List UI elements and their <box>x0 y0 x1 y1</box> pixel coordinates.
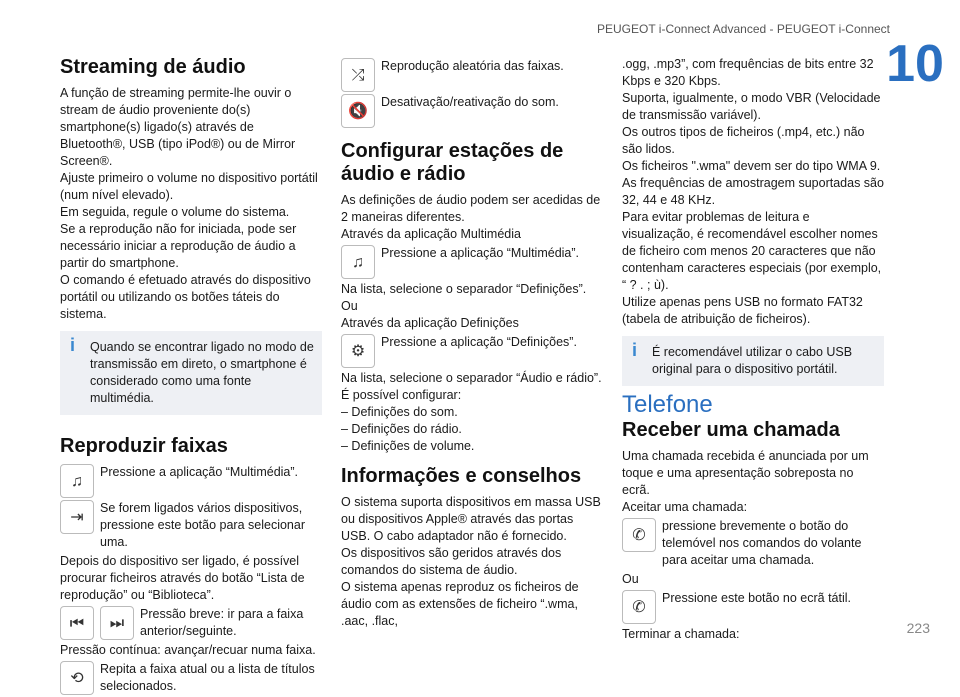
paragraph: Através da aplicação Multimédia <box>341 227 521 241</box>
paragraph: Uma chamada recebida é anunciada por um toque e uma apresentação sobreposta no ecrã. <box>622 449 869 497</box>
icon-text: pressione brevemente o botão do telemóvel nos comandos do volante para aceitar uma chamada. <box>662 519 862 567</box>
paragraph: Para evitar problemas de leitura e visualização, é recomendável escolher nomes de ficheiro com menos 20 caracteres que não contenham caracteres especiais (por exemplo, “ ? . ; ù). <box>622 210 882 292</box>
paragraph: Suporta, igualmente, o modo VBR (Velocidade de transmissão variável). <box>622 91 881 122</box>
paragraph: É possível configurar: <box>341 388 462 402</box>
icon-text: Pressione a aplicação “Multimédia”. <box>100 465 299 479</box>
page-header: PEUGEOT i-Connect Advanced - PEUGEOT i-Connect <box>596 22 890 36</box>
heading-play: Reproduzir faixas <box>60 435 228 457</box>
paragraph: A função de streaming permite-lhe ouvir o stream de áudio proveniente do(s) smartphone(s) ligado(s) através de Bluetooth®, USB (tipo iPod®) ou de Mirror Screen®. <box>60 86 296 168</box>
shuffle-icon: ⤮ <box>341 58 375 92</box>
list-item: – Definições de volume. <box>341 439 475 453</box>
column-2 <box>341 56 603 630</box>
next-track-icon: ⏭ <box>100 606 134 640</box>
paragraph: Ajuste primeiro o volume no dispositivo portátil (num nível elevado). <box>60 171 318 202</box>
info-text: Quando se encontrar ligado no modo de transmissão em direto, o smartphone é considerado como uma fonte multimédia. <box>90 340 314 405</box>
phone-answer-icon: ✆ <box>622 590 656 624</box>
page-number: 223 <box>906 620 930 636</box>
paragraph: Na lista, selecione o separador “Áudio e rádio”. <box>341 371 602 385</box>
paragraph: Os ficheiros ".wma" devem ser do tipo WMA 9. <box>622 159 881 173</box>
mute-icon: 🔇 <box>341 94 375 128</box>
phone-icon: ✆ <box>622 518 656 552</box>
music-note-icon: ♫ <box>341 245 375 279</box>
icon-text: Reprodução aleatória das faixas. <box>381 59 564 73</box>
paragraph: Terminar a chamada: <box>622 627 740 641</box>
paragraph: Através da aplicação Definições <box>341 316 519 330</box>
list-item: – Definições do som. <box>341 405 458 419</box>
info-icon: i <box>632 340 638 360</box>
icon-text: Se forem ligados vários dispositivos, pressione este botão para selecionar uma. <box>100 501 305 549</box>
paragraph: Aceitar uma chamada: <box>622 500 748 514</box>
paragraph: Ou <box>622 572 639 586</box>
paragraph: Ou <box>341 299 358 313</box>
column-3 <box>622 56 884 643</box>
heading-streaming: Streaming de áudio <box>60 56 246 78</box>
heading-call: Receber uma chamada <box>622 419 840 441</box>
paragraph: As frequências de amostragem suportadas são 32, 44 e 48 KHz. <box>622 176 884 207</box>
info-box <box>622 336 884 386</box>
icon-text: Desativação/reativação do som. <box>381 95 559 109</box>
paragraph: Em seguida, regule o volume do sistema. <box>60 205 290 219</box>
paragraph: O sistema suporta dispositivos em massa USB ou dispositivos Apple® através das portas USB. O cabo adaptador não é fornecido. <box>341 495 601 543</box>
icon-text: Repita a faixa atual ou a lista de títulos selecionados. <box>100 662 315 693</box>
paragraph: .ogg, .mp3”, com frequências de bits entre 32 Kbps e 320 Kbps. <box>622 57 874 88</box>
paragraph: Os outros tipos de ficheiros (.mp4, etc.) não são lidos. <box>622 125 865 156</box>
heading-telefone: Telefone <box>622 391 713 418</box>
paragraph: O sistema apenas reproduz os ficheiros de áudio com as extensões de ficheiro “.wma, .aac, .flac, <box>341 580 579 628</box>
column-1 <box>60 56 322 697</box>
previous-track-icon: ⏮ <box>60 606 94 640</box>
icon-text: Pressão breve: ir para a faixa anterior/seguinte. <box>140 607 304 638</box>
heading-info: Informações e conselhos <box>341 465 582 487</box>
icon-text: Pressione a aplicação “Multimédia”. <box>381 246 580 260</box>
paragraph: Pressão contínua: avançar/recuar numa faixa. <box>60 643 316 657</box>
icon-text: Pressione este botão no ecrã tátil. <box>662 591 852 605</box>
info-box <box>60 331 322 415</box>
paragraph: Se a reprodução não for iniciada, pode ser necessário iniciar a reprodução de áudio a partir do smartphone. <box>60 222 297 270</box>
heading-config: Configurar estações de áudio e rádio <box>341 140 564 185</box>
list-item: – Definições do rádio. <box>341 422 462 436</box>
icon-text: Pressione a aplicação “Definições”. <box>381 335 577 349</box>
source-icon: ⇥ <box>60 500 94 534</box>
info-text: É recomendável utilizar o cabo USB original para o dispositivo portátil. <box>652 345 853 376</box>
paragraph: O comando é efetuado através do dispositivo portátil ou utilizando os botões táteis do sistema. <box>60 273 311 321</box>
music-note-icon: ♫ <box>60 464 94 498</box>
paragraph: Depois do dispositivo ser ligado, é possível procurar ficheiros através do botão “Lista de reprodução” ou “Biblioteca”. <box>60 554 305 602</box>
paragraph: Os dispositivos são geridos através dos comandos do sistema de áudio. <box>341 546 562 577</box>
paragraph: Utilize apenas pens USB no formato FAT32 (tabela de atribuição de ficheiros). <box>622 295 863 326</box>
paragraph: As definições de áudio podem ser acedidas de 2 maneiras diferentes. <box>341 193 601 224</box>
chapter-number: 10 <box>886 35 944 93</box>
repeat-icon: ⟲ <box>60 661 94 695</box>
paragraph: Na lista, selecione o separador “Definições”. <box>341 282 587 296</box>
info-icon: i <box>70 335 76 355</box>
settings-gear-icon: ⚙ <box>341 334 375 368</box>
